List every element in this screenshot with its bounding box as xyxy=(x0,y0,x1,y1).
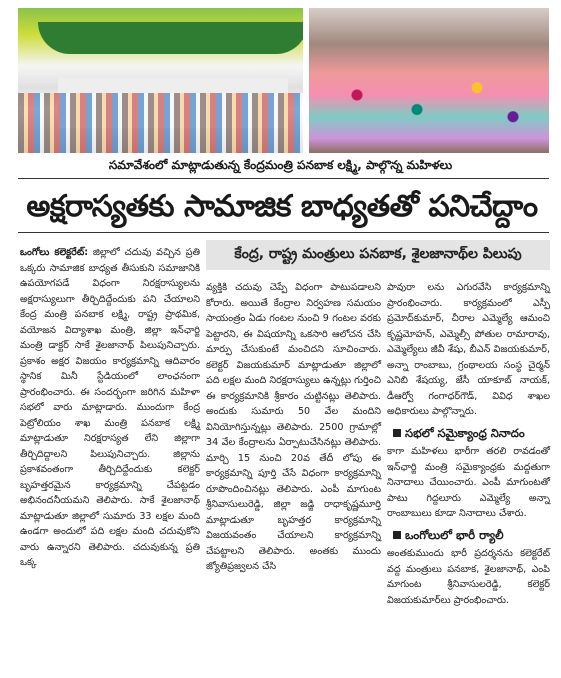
section-heading-1: సభలో సమైక్యాంధ్ర నినాదం xyxy=(393,426,550,442)
column-3-text: పావురా లను ఎగురవేసి కార్యక్రమాన్ని ప్రారంభించారు. కార్యక్రమంలో ఎస్పీ ప్రమోద్‌కుమార్, చీరాల ఎమ్మెల్యే ఆమంచి కృష్ణమోహన్, ఎమ్మెల్సీ పోతుల రామారావు, ఎమ్మెల్యేలు జీవీ శేషు, బీఎన్ విజయకుమార్, అన్నా రాంబాబు, గ్రంథాలయ సంస్థ చైర్మన్ ఎనిబి శేషయ్య, జేసీ యాకూబ్ నాయక్, డీఆర్వో గంగాధర్‌గౌడ్, వివిధ శాఖల అధికారులు పాల్గొన్నారు. xyxy=(387,282,550,417)
headline-divider xyxy=(18,232,549,233)
photo-crowd xyxy=(18,93,303,153)
photo-caption: సమావేశంలో మాట్లాడుతున్న కేంద్రమంత్రి పనబాక లక్ష్మి, పాల్గొన్న మహిళలు xyxy=(108,158,453,172)
article-column-1 xyxy=(20,245,200,571)
section-2-text: అంతకుముందు భారీ ప్రదర్శనను కలెక్టరేట్ వద్ద మంత్రులు పనబాక, శైలజానాథ్, ఎంపి మాగుంట శ్రీనివాసులరెడ్డి, కలెక్టర్ విజయకుమార్‌లు ప్రారంభించారు. xyxy=(387,548,550,606)
column-2-text: వ్యక్తికి చదువు చెప్పే విధంగా పాటుపడాలని కోరారు. అయితే కేంద్రాల నిర్వహణ సమయం సాయంత్రం ఏడు గంటల నుంచి 9 గంటల వరకు పెట్టారని, ఈ విషయాన్ని ఒకసారి ఆలోచన చేసి మార్పు చేసుకుంటే మంచిదని సూచించారు. కలెక్టర్ విజయకుమార్ మాట్లాడుతూ జిల్లాలో పది లక్షల మంది నిరక్షరాస్యులు ఉన్నట్లు గుర్తించి ఈ కార్యక్రమానికి శ్రీకారం చుట్టినట్లు తెలిపారు. అందుకు సుమారు 50 వేల మందిని వినియోగిస్తున్నట్లు తెలిపారు. 2500 గ్రామాల్లో 34 వేల కేంద్రాలను ఏర్పాటుచేసినట్లు తెలిపారు. మార్చి 15 నుంచి 20వ తేదీ లోపు ఈ కార్యక్రమాన్ని పూర్తి చేసే విధంగా కార్యక్రమాన్ని రూపొందించినట్లు తెలిపారు. ఎంపీ మాగుంట శ్రీనివాసులురెడ్డి, జిల్లా జడ్జి రాధాకృష్ణమూర్తి మాట్లాడుతూ బృహత్తర కార్యక్రమాన్ని విజయవంతం చేయాలని కార్యక్రమాన్ని చేపట్టాలని తెలిపారు. అంతకు ముందు జ్యోతిప్రజ్వలన చేసి xyxy=(206,282,381,572)
photo-banner xyxy=(38,22,303,54)
photo-women-audience xyxy=(309,8,549,153)
section-heading-2: ఒంగోలులో భారీ ర్యాలీ xyxy=(393,528,550,544)
section-1-text: కాగా మహిళలు భారీగా తరలి రావడంతో ఇన్‌ఛార్జి మంత్రి సమైక్యాంధ్రకు మద్దతుగా నినాదాలు చేయించారు. ఎంపీ మాగుంటతో పాటు గిద్దలూరు ఎమ్మెల్యే అన్నా రాంబాబులు కూడా నినాదాలు చేశారు. xyxy=(387,446,550,519)
caption-divider xyxy=(18,178,549,179)
column-1-text: జిల్లాలో చదువు వచ్చిన ప్రతి ఒక్కరు సామాజిక బాధ్యత తీసుకుని సమాజానికి ఉపయోగపడే విధంగా నిరక్షరాస్యులను అక్షరాస్యులుగా తీర్చిదిద్దేందుకు పని చేయాలని కేంద్ర మంత్రి పనబాక లక్ష్మి, రాష్ట్ర ప్రాథమిక, వయోజన విద్యాశాఖ మంత్రి, జిల్లా ఇన్‌ఛార్జి మంత్రి డాక్టర్ సాకే శైలజానాథ్ పిలుపునిచ్చారు. ప్రకాశం అక్షర విజయం కార్యక్రమాన్ని ఆదివారం స్థానిక మినీ స్టేడియంలో లాంఛనంగా ప్రారంభించారు. ఈ సందర్భంగా జరిగిన మహిళా సభలో వారు మాట్లాడారు. ముందుగా కేంద్ర పెట్రోలియం శాఖ మంత్రి పనబాక లక్ష్మి మాట్లాడుతూ నిరక్షరాస్యత లేని జిల్లాగా తీర్చిదిద్దాలని పిలుపునిచ్చారు. జిల్లాను ప్రకాశవంతంగా తీర్చిదిద్దేందుకు కలెక్టర్ బృహత్తరమైన కార్యక్రమాన్ని చేపట్టడం అభినందనీయమని తెలిపారు. సాకే శైలజానాథ్ మాట్లాడుతూ జిల్లాలో సుమారు 33 లక్షల మంది ఉండగా అందులో పది లక్షల మంది చదువుకోని వారు ఉన్నారని తెలిపారు. చదువుకున్న ప్రతి ఒక్క xyxy=(20,247,200,568)
article-column-3 xyxy=(387,280,550,608)
photo-minister-speaking xyxy=(18,8,303,153)
subhead: కేంద్ర, రాష్ట్ర మంత్రులు పనబాక, శైలజానాథ్‌ల పిలుపు xyxy=(234,246,522,262)
bullet-square-icon xyxy=(393,531,401,539)
headline: అక్షరాస్యతకు సామాజిక బాధ్యతతో పనిచేద్దాం xyxy=(26,189,538,224)
article-column-2 xyxy=(206,280,381,575)
byline: ఒంగోలు కలెక్టరేట్: xyxy=(20,247,89,258)
bullet-square-icon xyxy=(393,429,401,437)
